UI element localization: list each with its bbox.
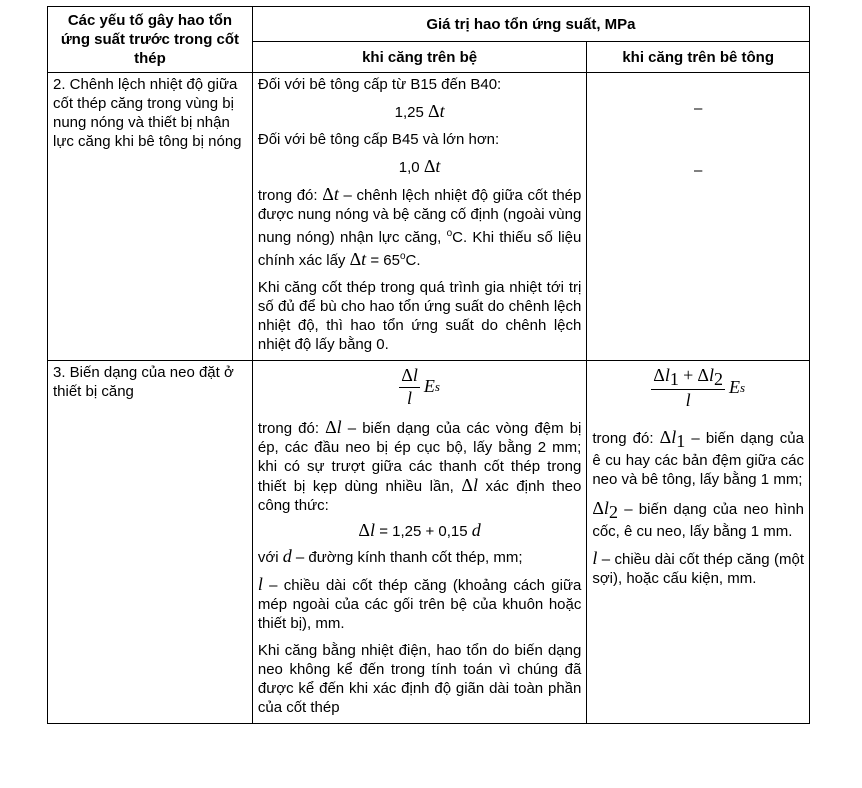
- row2-where: trong đó: Δt – chênh lệch nhiệt độ giữa cốt thép được nung nóng và bệ căng cố định (ngoài vùng nung nóng) nhận lực căng, $^o$C. Khi thiếu số liệu chính xác lấy $\Delta t = 65^oC$.: [257, 184, 582, 269]
- header-row-top: [48, 7, 810, 42]
- row2-heat-paragraph: Khi căng cốt thép trong quá trình gia nhiệt tới trị số đủ để bù cho hao tổn ứng suất do chênh lệch nhiệt độ, thì hao tổn ứng suất do chênh lệch nhiệt độ lấy bằng 0.: [257, 279, 582, 353]
- stress-loss-table: [47, 6, 810, 724]
- row2-bed-cell: [252, 73, 586, 361]
- table-row: [48, 73, 810, 361]
- row2-bed-line2: Đối với bê tông cấp B45 và lớn hơn:: [257, 131, 500, 148]
- row3-concrete-formula: $\frac{\Delta l_1 + \Delta l_2}{l}$ E s: [653, 365, 746, 410]
- row3-concrete-dl2: $\Delta l_2$ – biến dạng của neo hình cốc, ê cu neo, lấy bằng 1 mm.: [592, 498, 804, 540]
- header-concrete: khi căng trên bê tông: [587, 42, 810, 73]
- row2-dash2: –: [694, 162, 703, 179]
- header-bed: khi căng trên bệ: [252, 42, 586, 73]
- row3-bed-cell: [252, 361, 586, 724]
- row3-concrete-cell: [587, 361, 810, 724]
- row3-concrete-l: l – chiều dài cốt thép căng (một sợi), hoặc cấu kiện, mm.: [592, 548, 804, 587]
- row3-bed-with: với d – đường kính thanh cốt thép, mm;: [257, 546, 523, 566]
- row3-bed-l: l – chiều dài cốt thép căng (khoảng cách giữa mép ngoài của các gối trên bệ của khuôn hoặc thiết bị), mm.: [257, 574, 582, 632]
- row3-bed-elec: Khi căng bằng nhiệt điện, hao tổn do biến dạng neo không kể đến trong tính toán vì chúng đã được kể đến khi xác định độ giãn dài toàn phần của cốt thép: [257, 642, 582, 716]
- row3-bed-where: trong đó: Δl – biến dạng của các vòng đệm bị ép, các đầu neo bị ép cục bộ, lấy bằng 2 mm; khi có sự trượt giữa các thanh cốt thép trong thiết bị kẹp dùng nhiều lần, Δl xác định theo công thức:: [257, 417, 582, 514]
- row2-formula1: 1,25 Δt: [394, 101, 445, 121]
- row3-bed-formula2: Δl = 1,25 + 0,15 d: [358, 520, 481, 540]
- row2-bed-line1: Đối với bê tông cấp từ B15 đến B40:: [257, 76, 502, 93]
- table-row: [48, 361, 810, 724]
- header-value: Giá trị hao tổn ứng suất, MPa: [252, 7, 809, 42]
- header-factor: Các yếu tố gây hao tổn ứng suất trước trong cốt thép: [48, 7, 253, 73]
- row3-factor: 3. Biến dạng của neo đặt ở thiết bị căng: [48, 361, 253, 724]
- row2-concrete-cell: [587, 73, 810, 361]
- row2-dash1: –: [694, 100, 703, 117]
- row3-bed-formula: $\frac{\Delta l}{l}$ E s: [401, 365, 440, 408]
- row2-formula2: 1,0 Δt: [398, 156, 441, 176]
- row3-concrete-dl1: trong đó: $\Delta l_1$ – biến dạng của ê cu hay các bản đệm giữa các neo và bê tông, lấy bằng 1 mm;: [592, 427, 804, 488]
- row2-factor: 2. Chênh lệch nhiệt độ giữa cốt thép căng trong vùng bị nung nóng và thiết bị nhận lực căng khi bê tông bị nóng: [48, 73, 253, 361]
